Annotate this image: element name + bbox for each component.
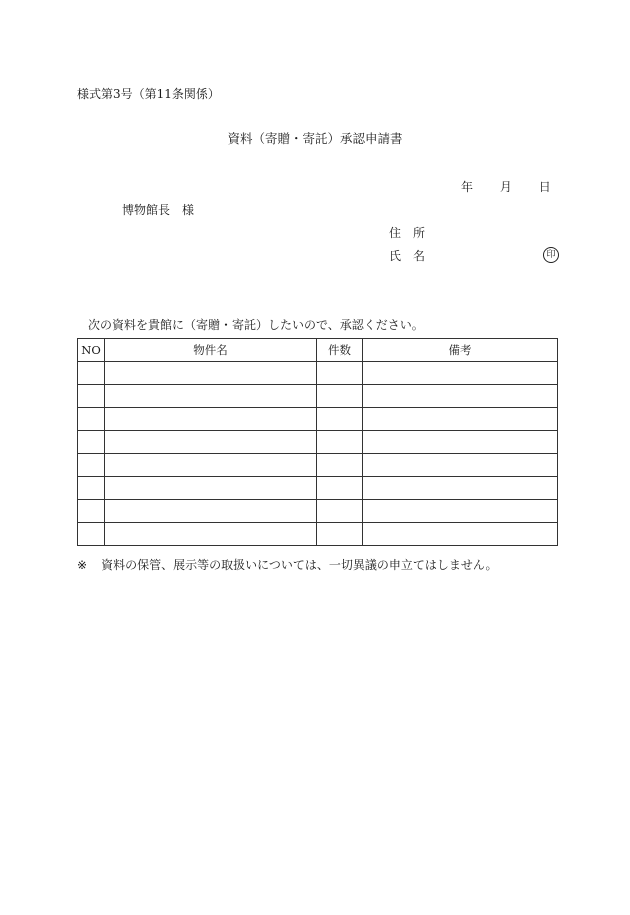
document-title: 資料（寄贈・寄託）承認申請書 <box>227 131 403 146</box>
cell-item-name[interactable] <box>105 385 317 408</box>
cell-item-name[interactable] <box>105 477 317 500</box>
cell-quantity[interactable] <box>317 477 363 500</box>
cell-item-name[interactable] <box>105 431 317 454</box>
cell-quantity[interactable] <box>317 362 363 385</box>
header-quantity: 件数 <box>317 339 363 362</box>
table-row <box>78 385 558 408</box>
cell-remarks[interactable] <box>363 362 558 385</box>
table-row <box>78 477 558 500</box>
cell-remarks[interactable] <box>363 385 558 408</box>
cell-no[interactable] <box>78 477 105 500</box>
table-row <box>78 500 558 523</box>
cell-item-name[interactable] <box>105 408 317 431</box>
cell-item-name[interactable] <box>105 500 317 523</box>
header-item-name: 物件名 <box>105 339 317 362</box>
form-number-label: 様式第3号（第11条関係） <box>77 87 220 101</box>
items-table <box>77 338 558 546</box>
cell-quantity[interactable] <box>317 385 363 408</box>
cell-remarks[interactable] <box>363 477 558 500</box>
header-remarks: 備考 <box>363 339 558 362</box>
cell-item-name[interactable] <box>105 523 317 546</box>
request-statement: 次の資料を貴館に（寄贈・寄託）したいので、承認ください。 <box>88 318 424 332</box>
applicant-name-label: 氏 名 <box>389 249 426 263</box>
cell-quantity[interactable] <box>317 408 363 431</box>
addressee-honorific: 様 <box>182 203 195 217</box>
cell-item-name[interactable] <box>105 454 317 477</box>
cell-no[interactable] <box>78 408 105 431</box>
note-mark: ※ <box>77 558 88 572</box>
cell-remarks[interactable] <box>363 454 558 477</box>
table-row <box>78 431 558 454</box>
cell-no[interactable] <box>78 500 105 523</box>
addressee-name: 博物館長 <box>122 203 171 217</box>
table-row <box>78 362 558 385</box>
cell-quantity[interactable] <box>317 431 363 454</box>
cell-quantity[interactable] <box>317 454 363 477</box>
cell-quantity[interactable] <box>317 500 363 523</box>
cell-quantity[interactable] <box>317 523 363 546</box>
date-line <box>461 178 551 195</box>
header-no: NO <box>78 339 105 362</box>
addressee <box>122 201 194 218</box>
date-year-label: 年 <box>461 180 474 194</box>
cell-no[interactable] <box>78 454 105 477</box>
disclaimer-note <box>77 556 498 573</box>
cell-no[interactable] <box>78 385 105 408</box>
cell-no[interactable] <box>78 523 105 546</box>
cell-remarks[interactable] <box>363 523 558 546</box>
cell-no[interactable] <box>78 362 105 385</box>
cell-no[interactable] <box>78 431 105 454</box>
cell-item-name[interactable] <box>105 362 317 385</box>
table-row <box>78 523 558 546</box>
table-row <box>78 454 558 477</box>
date-day-label: 日 <box>538 180 551 194</box>
cell-remarks[interactable] <box>363 408 558 431</box>
cell-remarks[interactable] <box>363 500 558 523</box>
note-text: 資料の保管、展示等の取扱いについては、一切異議の申立てはしません。 <box>101 558 498 572</box>
seal-stamp-icon: 印 <box>543 247 559 263</box>
table-row <box>78 408 558 431</box>
table-header-row <box>78 339 558 362</box>
applicant-address-label: 住 所 <box>389 226 426 240</box>
date-month-label: 月 <box>499 180 512 194</box>
cell-remarks[interactable] <box>363 431 558 454</box>
